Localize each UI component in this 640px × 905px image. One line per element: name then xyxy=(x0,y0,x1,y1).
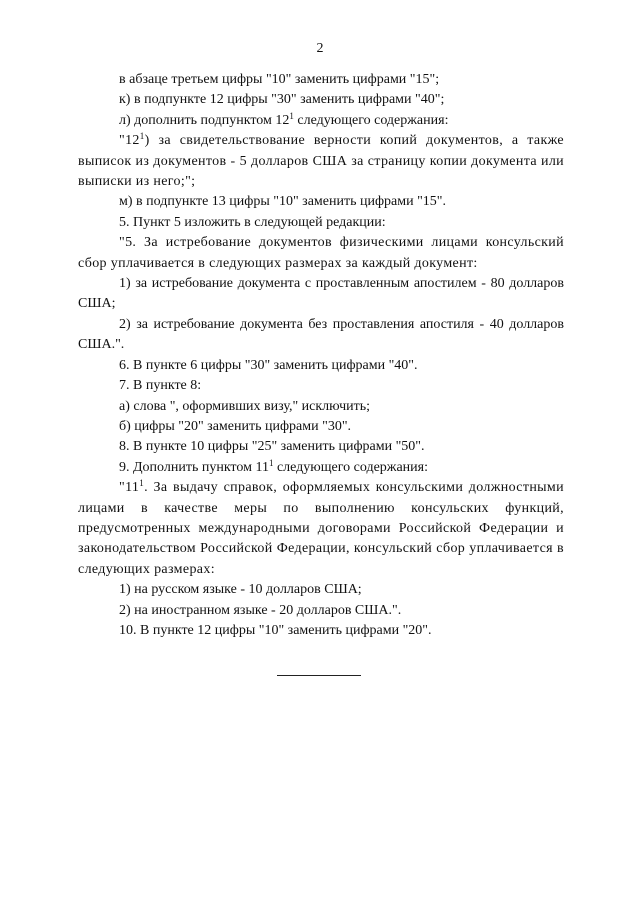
paragraph-point-7-a: а) слова ", оформивших визу," исключить; xyxy=(119,398,371,414)
paragraph-point-9 xyxy=(78,458,564,478)
paragraph-point-9-text: 9. Дополнить пунктом 11 xyxy=(119,459,269,475)
paragraph-point-6: 6. В пункте 6 цифры "30" заменить цифрами "40". xyxy=(119,357,418,373)
paragraph-point-11-1-text: . За выдачу справок, оформляемых консульскими должностными лицами в качестве меры по выполнению консульских функций, предусмотренных международными договорами Российской Федерации и законодательством Российской Федерации, консульский сбор уплачивается в следующих размерах: xyxy=(78,480,564,577)
paragraph-point-5-sub-2: 2) за истребование документа без проставления апостиля - 40 долларов США.". xyxy=(78,316,564,353)
document-body xyxy=(78,70,564,641)
paragraph-subitem-12-1-lead: "12 xyxy=(119,133,140,149)
paragraph-point-7-b: б) цифры "20" заменить цифрами "30". xyxy=(119,418,352,434)
superscript: 1 xyxy=(289,110,294,121)
paragraph-point-8: 8. В пункте 10 цифры "25" заменить цифрами "50". xyxy=(119,439,425,455)
paragraph-point-9-tail: следующего содержания: xyxy=(273,459,428,475)
paragraph-point-10: 10. В пункте 12 цифры "10" заменить цифрами "20". xyxy=(119,622,432,638)
superscript: 1 xyxy=(139,131,145,142)
paragraph-item-k: к) в подпункте 12 цифры "30" заменить цифрами "40"; xyxy=(119,92,445,108)
paragraph-point-5-text: "5. За истребование документов физическими лицами консульский сбор уплачивается в следующих размерах за каждый документ: xyxy=(78,235,564,271)
paragraph-item-l-tail: следующего содержания: xyxy=(293,112,449,128)
paragraph-item-l xyxy=(78,111,564,131)
paragraph-item-m: м) в подпункте 13 цифры "10" заменить цифрами "15". xyxy=(119,194,447,210)
closing-rule xyxy=(277,675,361,676)
paragraph-point-11-1-sub-2: 2) на иностранном языке - 20 долларов США.". xyxy=(119,602,402,618)
paragraph-point-5-sub-1: 1) за истребование документа с проставленным апостилем - 80 долларов США; xyxy=(78,276,564,312)
paragraph-point-5: 5. Пункт 5 изложить в следующей редакции: xyxy=(119,214,386,230)
paragraph-subitem-12-1 xyxy=(78,131,564,192)
paragraph-point-11-1-sub-1: 1) на русском языке - 10 долларов США; xyxy=(119,582,362,598)
paragraph-amend-abzac-3: в абзаце третьем цифры "10" заменить цифрами "15"; xyxy=(119,72,440,87)
paragraph-point-11-1-lead: "11 xyxy=(119,480,140,496)
paragraph-point-11-1 xyxy=(78,478,564,580)
superscript: 1 xyxy=(268,457,274,468)
page-number: 2 xyxy=(316,41,324,56)
superscript: 1 xyxy=(139,478,145,489)
paragraph-item-l-text: л) дополнить подпунктом 12 xyxy=(119,112,290,128)
paragraph-subitem-12-1-text: ) за свидетельствование верности копий документов, а также выписок из документов - 5 долларов США за страницу копии документа или выписки из него;"; xyxy=(78,133,564,190)
paragraph-point-7: 7. В пункте 8: xyxy=(119,378,202,394)
